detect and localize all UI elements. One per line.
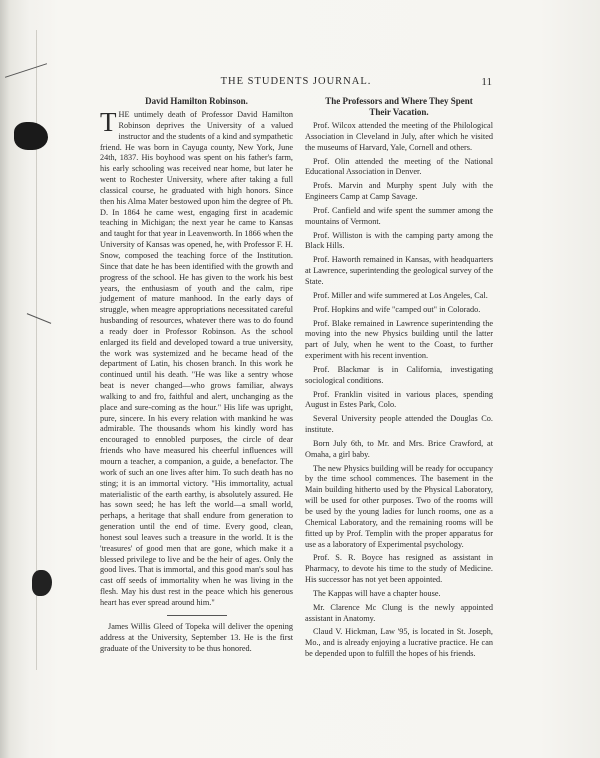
obituary-heading: David Hamilton Robinson.	[145, 96, 248, 106]
news-paragraph: Prof. Miller and wife summered at Los Angeles, Cal.	[313, 290, 488, 300]
news-paragraph: Prof. S. R. Boyce has resigned as assistant in Pharmacy, to devote his time to the study of Medicine. His successor has not yet been appointed.	[305, 553, 493, 585]
news-paragraph: The Kappas will have a chapter house.	[313, 588, 441, 598]
news-paragraph: Prof. Canfield and wife spent the summer among the mountains of Vermont.	[305, 205, 493, 226]
news-paragraph: Prof. Blake remained in Lawrence superintending the moving into the new Physics building until the latter part of July, when he went to the Coast, to further experiment with his recent invention.	[305, 318, 493, 361]
news-paragraph: Prof. Wilcox attended the meeting of the Philological Association in Cleveland in July, after which he visited the museums of Harvard, Yale, Cornell and others.	[305, 121, 493, 152]
drop-cap: T	[100, 107, 117, 137]
margin-tear-mark	[27, 313, 51, 324]
news-paragraph: Prof. Blackmar is in California, investigating sociological conditions.	[305, 364, 493, 385]
running-header	[100, 76, 492, 90]
obituary-paragraph	[100, 107, 293, 609]
news-paragraph: Prof. Haworth remained in Kansas, with headquarters at Lawrence, superintending the geological survey of the State.	[305, 255, 493, 286]
obituary-text: HE untimely death of Professor David Hamilton Robinson deprives the University of a valued instructor and the students of a kind and sympathetic friend. He was born in Cayuga county, New York, June 24th, 1837. His boyhood was spent on his father's farm, his early schooling was received near home, but later he went to Rochester University, where after taking a full classical course, he graduated with high honors. Since then his Alma Mater bestowed upon him the degree of Ph. D. In 1864 he came west, engaging first in academic teaching in Michigan; the next year he came to Kansas and taught for that year in Leavenworth. In 1866 when the University of Kansas was opened, he, with Professor F. H. Snow, composed the teaching force of the Institution. Since that date he has been identified with the growth and progress of the school. He has given to the work his best years, the enthusiasm of youth and the calm, ripe judgement of mature manhood. In the early days of struggle, when meagre appropriations necessitated careful husbanding of resources, whatever there was to do found a ready doer in Professor Robinson. As the school enlarged its field and developed toward a true university, the work was systemized and he became head of the department of Latin, his chosen branch. In this work he continued until his death. "He was like a sentry whose beat is never changed—who grows familiar, always walking to and fro, faithful and alert, unchanging as the place and sure-coming as the hour." His life was upright, pure, sincere. In his every relation with mankind he was admirable. The thousands whom his kindly word has encouraged to ennobled purposes, the circle of dear friends who have measured his cheerful influences will mourn a teacher, a companion, a guide, a benefactor. The work of such an one lives after him. To such death has no sting; it is an immortal victory. "His immortality, actual materialistic of the earth earthy, is absolutely assured. He has sown seed; he has left the world—a small world, perhaps, a heritage that shall endure from generation to generation until the end of time. Every good, clean, honest soul leaves such a treasure in the world. It is the 'treasures' of good men that are gone, which make it a blessed privilege to live and be the heir of ages. Only the good lives. That is immortal, and this good man's soul has cast off seeds of immortality when he was living in the flesh. May his dust rest in the peace which his generous heart has ever spread around him."	[100, 110, 293, 607]
news-paragraph: Mr. Clarence Mc Clung is the newly appointed assistant in Anatomy.	[305, 602, 493, 623]
ink-blot	[14, 122, 48, 150]
vacation-heading	[305, 96, 493, 118]
page-number: 11	[481, 76, 492, 88]
ink-blot	[32, 570, 52, 596]
section-rule	[167, 615, 227, 616]
right-column	[305, 96, 493, 663]
news-paragraph: Born July 6th, to Mr. and Mrs. Brice Crawford, at Omaha, a girl baby.	[305, 438, 493, 459]
news-paragraph: Several University people attended the Douglas Co. institute.	[305, 414, 493, 435]
journal-title: THE STUDENTS JOURNAL.	[220, 76, 372, 87]
news-paragraph: Profs. Marvin and Murphy spent July with the Engineers Camp at Camp Savage.	[305, 181, 493, 202]
vacation-heading-line2: Their Vacation.	[369, 107, 429, 117]
news-paragraph: The new Physics building will be ready for occupancy by the time school commences. The basement in the Main building hitherto used by the Physical Laboratory, will be used for other purposes. Two of the rooms will be used by the young ladies for lunch rooms, one as a Chemical Laboratory, and the remaining rooms will be fitted up by Prof. Templin with the proper apparatus for use as a laboratory of Experimental psychology.	[305, 463, 493, 549]
margin-tear-mark	[5, 63, 47, 78]
news-paragraph: Prof. Williston is with the camping party among the Black Hills.	[305, 230, 493, 251]
vacation-heading-line1: The Professors and Where They Spent	[325, 96, 473, 106]
binding-gutter	[0, 0, 58, 758]
news-paragraph: Prof. Olin attended the meeting of the National Educational Association in Denver.	[305, 156, 493, 177]
news-paragraph: Prof. Franklin visited in various places, spending August in Estes Park, Colo.	[305, 389, 493, 410]
gleed-paragraph: James Willis Gleed of Topeka will deliver the opening address at the University, September 13. He is the first graduate of the University to be thus honored.	[100, 621, 293, 653]
news-paragraph: Prof. Hopkins and wife "camped out" in Colorado.	[313, 304, 481, 314]
left-column	[100, 96, 293, 657]
news-paragraph: Claud V. Hickman, Law '95, is located in St. Joseph, Mo., and is already enjoying a lucrative practice. He can be depended upon to fulfill the hopes of his friends.	[305, 627, 493, 659]
